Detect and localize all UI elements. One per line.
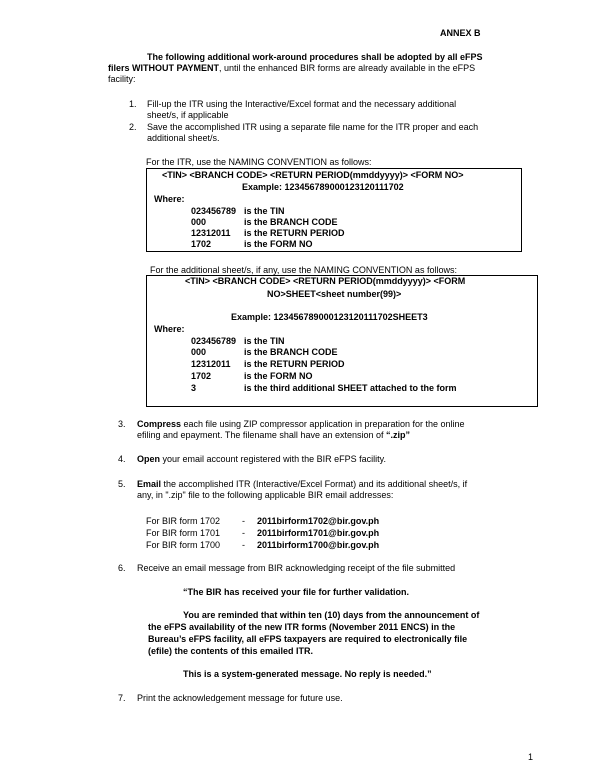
email-dash: -: [242, 516, 245, 526]
step-3-text: each file using ZIP compressor application in preparation for the online: [181, 419, 465, 429]
sheet-where: Where:: [154, 324, 185, 334]
sheet-row-val: 12312011: [191, 359, 231, 369]
sheet-row-desc: is the RETURN PERIOD: [244, 359, 345, 369]
step-6-text: Receive an email message from BIR acknowledging receipt of the file submitted: [137, 563, 456, 573]
email-form-label: For BIR form 1701: [146, 528, 221, 538]
sheet-row-desc: is the BRANCH CODE: [244, 347, 338, 357]
itr-row-val: 023456789: [191, 206, 237, 216]
email-form-label: For BIR form 1700: [146, 540, 221, 550]
sheet-row-desc: is the third additional SHEET attached to the form: [244, 383, 457, 393]
sheet-pattern-line-2: NO>SHEET<sheet number(99)>: [267, 289, 402, 299]
step-5-number: 5.: [118, 479, 126, 489]
itr-row-desc: is the FORM NO: [244, 239, 313, 249]
step-1-number: 1.: [129, 99, 137, 109]
intro-line-3: facility:: [108, 74, 136, 84]
intro-line-1: The following additional work-around procedures shall be adopted by all eFPS: [147, 52, 483, 62]
annex-label: ANNEX B: [440, 28, 481, 38]
sheet-row-val: 3: [191, 383, 197, 393]
page-number: 1: [528, 752, 534, 762]
itr-row-val: 000: [191, 217, 207, 227]
email-dash: -: [242, 540, 245, 550]
itr-where: Where:: [154, 194, 185, 204]
itr-row-desc: is the RETURN PERIOD: [244, 228, 345, 238]
step-5-bold: Email: [137, 479, 162, 489]
email-address[interactable]: 2011birform1701@bir.gov.ph: [257, 528, 380, 538]
step-4-line: [137, 454, 386, 465]
sheet-row-val: 000: [191, 347, 207, 357]
step-1-line-1: Fill-up the ITR using the Interactive/Excel format and the necessary additional: [147, 99, 457, 109]
step-3-number: 3.: [118, 419, 126, 429]
step-3-line-1: [137, 419, 465, 430]
ack-message-para-line-4: (efile) the contents of this emailed ITR.: [148, 646, 314, 656]
step-7-text: Print the acknowledgement message for future use.: [137, 693, 343, 703]
ack-message-para-line-3: Bureau’s eFPS facility, all eFPS taxpayers are required to electronically file: [148, 634, 468, 644]
itr-row-val: 12312011: [191, 228, 231, 238]
ack-message-closing: This is a system-generated message. No reply is needed.”: [183, 669, 432, 679]
ack-message-para-line-1: You are reminded that within ten (10) days from the announcement of: [183, 610, 480, 620]
step-2-line-2: additional sheet/s.: [147, 133, 220, 143]
step-4-bold: Open: [137, 454, 161, 464]
itr-naming-box: [146, 168, 522, 252]
itr-row-desc: is the TIN: [244, 206, 285, 216]
step-5-line-2: any, in ".zip" file to the following applicable BIR email addresses:: [137, 490, 394, 500]
sheet-row-val: 023456789: [191, 336, 237, 346]
itr-example: Example: 123456789000123120111702: [242, 182, 404, 192]
email-form-label: For BIR form 1702: [146, 516, 221, 526]
sheet-pattern-line-1: <TIN> <BRANCH CODE> <RETURN PERIOD(mmddyyyy)> <FORM: [185, 276, 466, 286]
step-4-text: your email account registered with the BIR eFPS facility.: [160, 454, 386, 464]
ack-message-line-1: “The BIR has received your file for further validation.: [183, 587, 410, 597]
step-5-text: the accomplished ITR (Interactive/Excel Format) and its additional sheet/s, if: [161, 479, 468, 489]
step-4-number: 4.: [118, 454, 126, 464]
ack-message-para-line-2: the eFPS availability of the new ITR forms (November 2011 ENCS) in the: [148, 622, 456, 632]
step-1-line-2: sheet/s, if applicable: [147, 110, 229, 120]
email-address[interactable]: 2011birform1702@bir.gov.ph: [257, 516, 380, 526]
sheet-example: Example: 123456789000123120111702SHEET3: [231, 312, 428, 322]
step-5-line-1: [137, 479, 467, 490]
step-2-number: 2.: [129, 122, 137, 132]
step-3-ext: “.zip”: [386, 430, 410, 440]
itr-pattern: <TIN> <BRANCH CODE> <RETURN PERIOD(mmddyyyy)> <FORM NO>: [162, 170, 464, 180]
intro-line-2: [108, 63, 475, 74]
step-3-line-2: [137, 430, 410, 441]
sheet-naming-caption: For the additional sheet/s, if any, use the NAMING CONVENTION as follows:: [150, 265, 457, 275]
step-6-number: 6.: [118, 563, 126, 573]
email-address[interactable]: 2011birform1700@bir.gov.ph: [257, 540, 380, 550]
itr-naming-caption: For the ITR, use the NAMING CONVENTION as follows:: [146, 157, 372, 167]
step-7-number: 7.: [118, 693, 126, 703]
step-2-line-1: Save the accomplished ITR using a separate file name for the ITR proper and each: [147, 122, 479, 132]
step-3-bold: Compress: [137, 419, 182, 429]
intro-bold: filers WITHOUT PAYMENT: [108, 63, 220, 73]
sheet-row-desc: is the FORM NO: [244, 371, 313, 381]
itr-row-val: 1702: [191, 239, 212, 249]
sheet-naming-box: [146, 275, 538, 407]
itr-row-desc: is the BRANCH CODE: [244, 217, 338, 227]
email-dash: -: [242, 528, 245, 538]
sheet-row-desc: is the TIN: [244, 336, 285, 346]
step-3-text-2: efiling and epayment. The filename shall have an extension of: [137, 430, 386, 440]
sheet-row-val: 1702: [191, 371, 212, 381]
intro-line-2-text: , until the enhanced BIR forms are already available in the eFPS: [219, 63, 476, 73]
